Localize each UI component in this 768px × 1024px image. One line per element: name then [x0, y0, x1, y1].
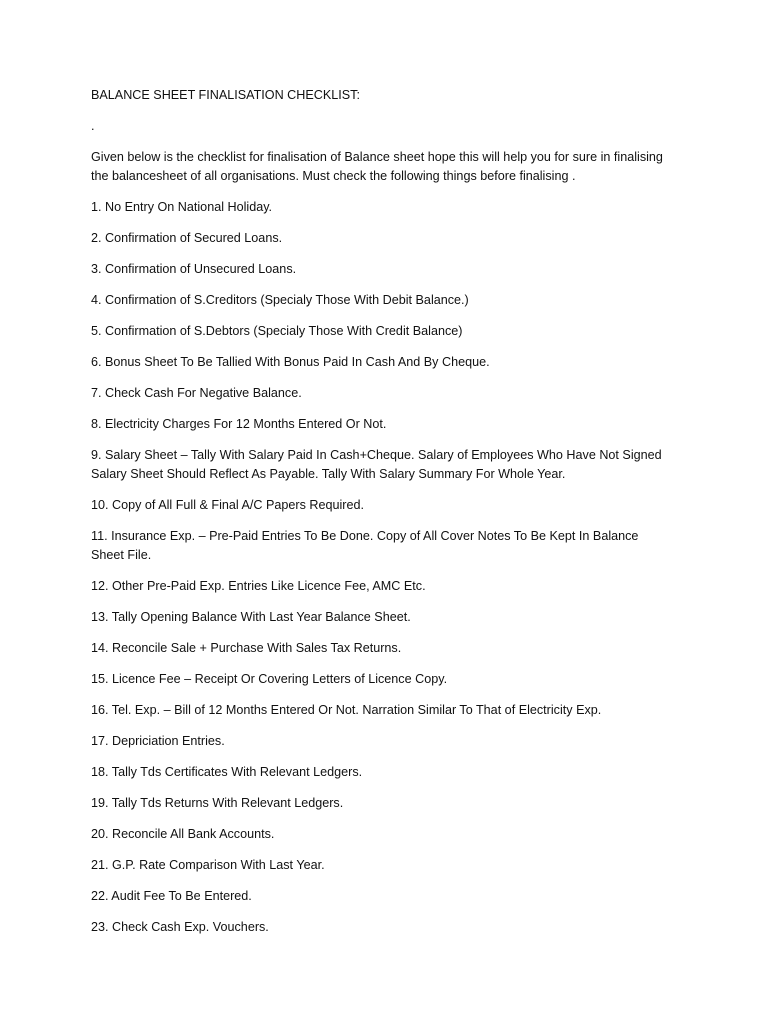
- checklist-item-7: 7. Check Cash For Negative Balance.: [91, 386, 302, 400]
- checklist-item-13: 13. Tally Opening Balance With Last Year Balance Sheet.: [91, 610, 411, 624]
- checklist-item-3: 3. Confirmation of Unsecured Loans.: [91, 262, 297, 276]
- checklist-item-9: 9. Salary Sheet – Tally With Salary Paid In Cash+Cheque. Salary of Employees Who Have Not Signed Salary Sheet Should Reflect As Payable. Tally With Salary Summary For Whole Year.: [91, 448, 662, 481]
- checklist-item-10: 10. Copy of All Full & Final A/C Papers Required.: [91, 498, 364, 512]
- checklist-item-12: 12. Other Pre-Paid Exp. Entries Like Licence Fee, AMC Etc.: [91, 579, 426, 593]
- separator-dot: .: [91, 119, 95, 133]
- checklist-item-8: 8. Electricity Charges For 12 Months Entered Or Not.: [91, 417, 387, 431]
- checklist-item-6: 6. Bonus Sheet To Be Tallied With Bonus Paid In Cash And By Cheque.: [91, 355, 490, 369]
- checklist-item-17: 17. Depriciation Entries.: [91, 734, 225, 748]
- checklist-item-18: 18. Tally Tds Certificates With Relevant Ledgers.: [91, 765, 363, 779]
- document-body: [91, 86, 671, 949]
- document-title: BALANCE SHEET FINALISATION CHECKLIST:: [91, 88, 360, 102]
- checklist-item-21: 21. G.P. Rate Comparison With Last Year.: [91, 858, 325, 872]
- checklist-item-19: 19. Tally Tds Returns With Relevant Ledgers.: [91, 796, 344, 810]
- checklist-item-20: 20. Reconcile All Bank Accounts.: [91, 827, 275, 841]
- checklist-item-14: 14. Reconcile Sale + Purchase With Sales Tax Returns.: [91, 641, 402, 655]
- checklist-item-15: 15. Licence Fee – Receipt Or Covering Letters of Licence Copy.: [91, 672, 448, 686]
- checklist-item-1: 1. No Entry On National Holiday.: [91, 200, 273, 214]
- checklist-item-4: 4. Confirmation of S.Creditors (Specialy Those With Debit Balance.): [91, 293, 469, 307]
- checklist-item-23: 23. Check Cash Exp. Vouchers.: [91, 920, 269, 934]
- checklist-item-22: 22. Audit Fee To Be Entered.: [91, 889, 252, 903]
- intro-paragraph: Given below is the checklist for finalisation of Balance sheet hope this will help you for sure in finalising the balancesheet of all organisations. Must check the following things before finalising .: [91, 150, 663, 183]
- checklist-item-11: 11. Insurance Exp. – Pre-Paid Entries To Be Done. Copy of All Cover Notes To Be Kept In Balance Sheet File.: [91, 529, 639, 562]
- checklist-item-16: 16. Tel. Exp. – Bill of 12 Months Entered Or Not. Narration Similar To That of Electricity Exp.: [91, 703, 602, 717]
- checklist-item-5: 5. Confirmation of S.Debtors (Specialy Those With Credit Balance): [91, 324, 463, 338]
- checklist-item-2: 2. Confirmation of Secured Loans.: [91, 231, 283, 245]
